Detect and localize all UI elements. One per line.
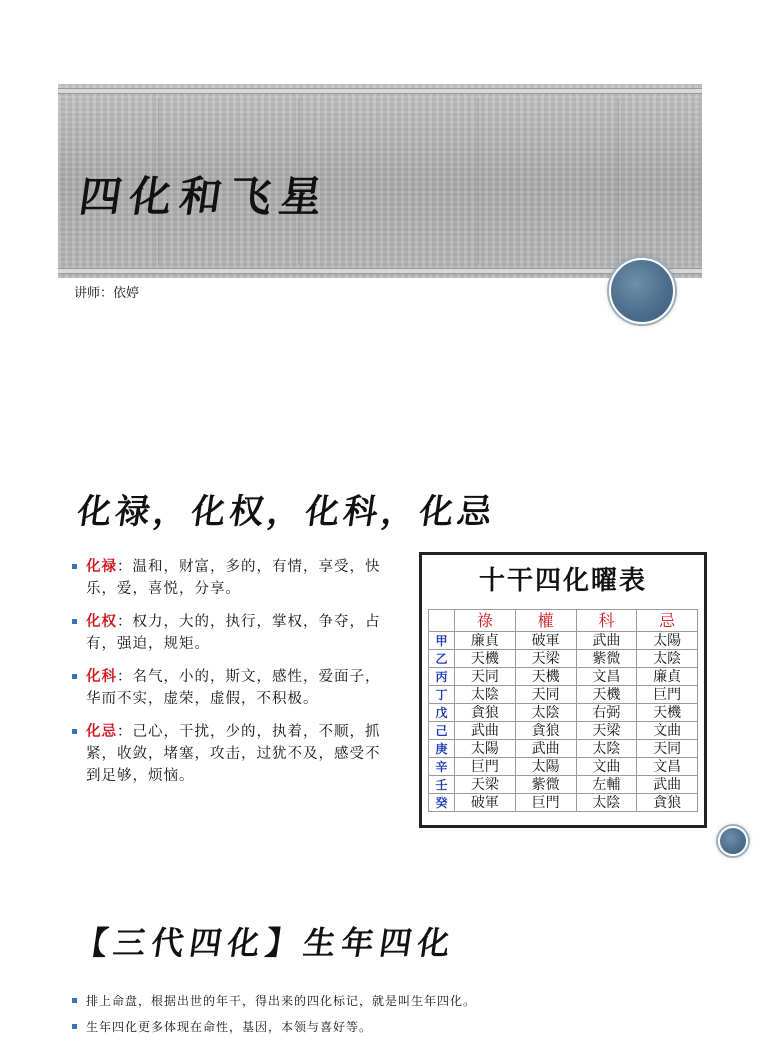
table-title: 十干四化曜表 bbox=[478, 566, 647, 596]
list-item bbox=[72, 721, 392, 787]
table-header: 忌 bbox=[637, 610, 698, 632]
table-cell: 天機 bbox=[455, 650, 516, 668]
banner-stripe-top bbox=[58, 88, 702, 94]
bullet-term: 化忌 bbox=[86, 723, 117, 740]
table-cell: 廉貞 bbox=[455, 632, 516, 650]
table-row bbox=[429, 794, 698, 812]
table-cell: 太陰 bbox=[576, 794, 637, 812]
sihua-table bbox=[428, 609, 698, 812]
table-stem-cell: 丙 bbox=[429, 668, 455, 686]
table-cell: 破軍 bbox=[455, 794, 516, 812]
table-row bbox=[429, 686, 698, 704]
table-stem-cell: 甲 bbox=[429, 632, 455, 650]
banner-seam bbox=[478, 98, 479, 264]
table-cell: 文昌 bbox=[637, 758, 698, 776]
table-cell: 貪狼 bbox=[637, 794, 698, 812]
table-corner bbox=[429, 610, 455, 632]
slide-title: 四化和飞星 bbox=[76, 172, 334, 221]
table-cell: 巨門 bbox=[515, 794, 576, 812]
table-cell: 武曲 bbox=[515, 740, 576, 758]
table-row bbox=[429, 776, 698, 794]
table-cell: 天同 bbox=[637, 740, 698, 758]
bullet-term: 化权 bbox=[86, 613, 117, 630]
bullet-text: ：权力，大的，执行，掌权，争夺，占有，强迫，规矩。 bbox=[86, 614, 381, 652]
table-cell: 太陰 bbox=[515, 704, 576, 722]
table-row bbox=[429, 704, 698, 722]
banner-stripe-bottom bbox=[58, 268, 702, 274]
sihua-table-image bbox=[419, 552, 707, 828]
table-cell: 紫微 bbox=[515, 776, 576, 794]
table-stem-cell: 癸 bbox=[429, 794, 455, 812]
table-stem-cell: 丁 bbox=[429, 686, 455, 704]
table-cell: 巨門 bbox=[455, 758, 516, 776]
table-cell: 天機 bbox=[637, 704, 698, 722]
list-item: 排上命盘，根据出世的年干，得出来的四化标记，就是叫生年四化。 bbox=[72, 988, 712, 1014]
table-cell: 天機 bbox=[576, 686, 637, 704]
table-cell: 天同 bbox=[455, 668, 516, 686]
table-row bbox=[429, 668, 698, 686]
table-header: 權 bbox=[515, 610, 576, 632]
table-cell: 右弼 bbox=[576, 704, 637, 722]
bullet-term: 化禄 bbox=[86, 558, 117, 575]
table-cell: 太陽 bbox=[455, 740, 516, 758]
table-header-row bbox=[429, 610, 698, 632]
table-cell: 廉貞 bbox=[637, 668, 698, 686]
bullet-text: ：名气，小的，斯文，感性，爱面子，华而不实，虚荣，虚假，不积极。 bbox=[86, 669, 381, 707]
list-item bbox=[72, 611, 392, 655]
table-stem-cell: 己 bbox=[429, 722, 455, 740]
table-stem-cell: 壬 bbox=[429, 776, 455, 794]
banner-seam bbox=[618, 98, 619, 264]
section-heading: 【三代四化】生年四化 bbox=[73, 924, 459, 962]
table-cell: 太陽 bbox=[515, 758, 576, 776]
decorative-circle bbox=[609, 258, 675, 324]
table-header: 祿 bbox=[455, 610, 516, 632]
table-cell: 太陰 bbox=[576, 740, 637, 758]
table-cell: 太陽 bbox=[637, 632, 698, 650]
table-cell: 左輔 bbox=[576, 776, 637, 794]
sihua-bullet-list bbox=[72, 556, 392, 798]
table-stem-cell: 戊 bbox=[429, 704, 455, 722]
bullet-text: ：己心，干扰，少的，执着，不顺，抓紧，收敛，堵塞，攻击，过犹不及，感受不到足够，烦恼。 bbox=[86, 724, 381, 784]
table-cell: 破軍 bbox=[515, 632, 576, 650]
table-cell: 文昌 bbox=[576, 668, 637, 686]
table-cell: 武曲 bbox=[576, 632, 637, 650]
table-cell: 文曲 bbox=[637, 722, 698, 740]
table-cell: 天梁 bbox=[455, 776, 516, 794]
bullet-term: 化科 bbox=[86, 668, 117, 685]
table-cell: 武曲 bbox=[637, 776, 698, 794]
table-row bbox=[429, 758, 698, 776]
table-stem-cell: 辛 bbox=[429, 758, 455, 776]
table-stem-cell: 乙 bbox=[429, 650, 455, 668]
table-cell: 天機 bbox=[515, 668, 576, 686]
table-row bbox=[429, 722, 698, 740]
decorative-circle bbox=[718, 826, 748, 856]
table-row bbox=[429, 650, 698, 668]
table-cell: 天梁 bbox=[576, 722, 637, 740]
list-item: 生年四化更多体现在命性，基因，本领与喜好等。 bbox=[72, 1014, 712, 1040]
table-row bbox=[429, 632, 698, 650]
table-stem-cell: 庚 bbox=[429, 740, 455, 758]
table-row bbox=[429, 740, 698, 758]
lecturer-label: 讲师：依婷 bbox=[74, 286, 140, 301]
table-cell: 紫微 bbox=[576, 650, 637, 668]
table-cell: 貪狼 bbox=[515, 722, 576, 740]
list-item bbox=[72, 666, 392, 710]
shengnian-bullet-list bbox=[72, 988, 712, 1040]
table-cell: 武曲 bbox=[455, 722, 516, 740]
table-cell: 天梁 bbox=[515, 650, 576, 668]
table-cell: 太陰 bbox=[637, 650, 698, 668]
table-cell: 天同 bbox=[515, 686, 576, 704]
table-cell: 巨門 bbox=[637, 686, 698, 704]
list-item bbox=[72, 556, 392, 600]
table-header: 科 bbox=[576, 610, 637, 632]
bullet-text: ：温和，财富，多的，有情，享受，快乐，爱，喜悦，分享。 bbox=[86, 559, 381, 597]
section-heading: 化禄，化权，化科，化忌 bbox=[74, 492, 499, 532]
table-cell: 太陰 bbox=[455, 686, 516, 704]
table-cell: 文曲 bbox=[576, 758, 637, 776]
table-cell: 貪狼 bbox=[455, 704, 516, 722]
